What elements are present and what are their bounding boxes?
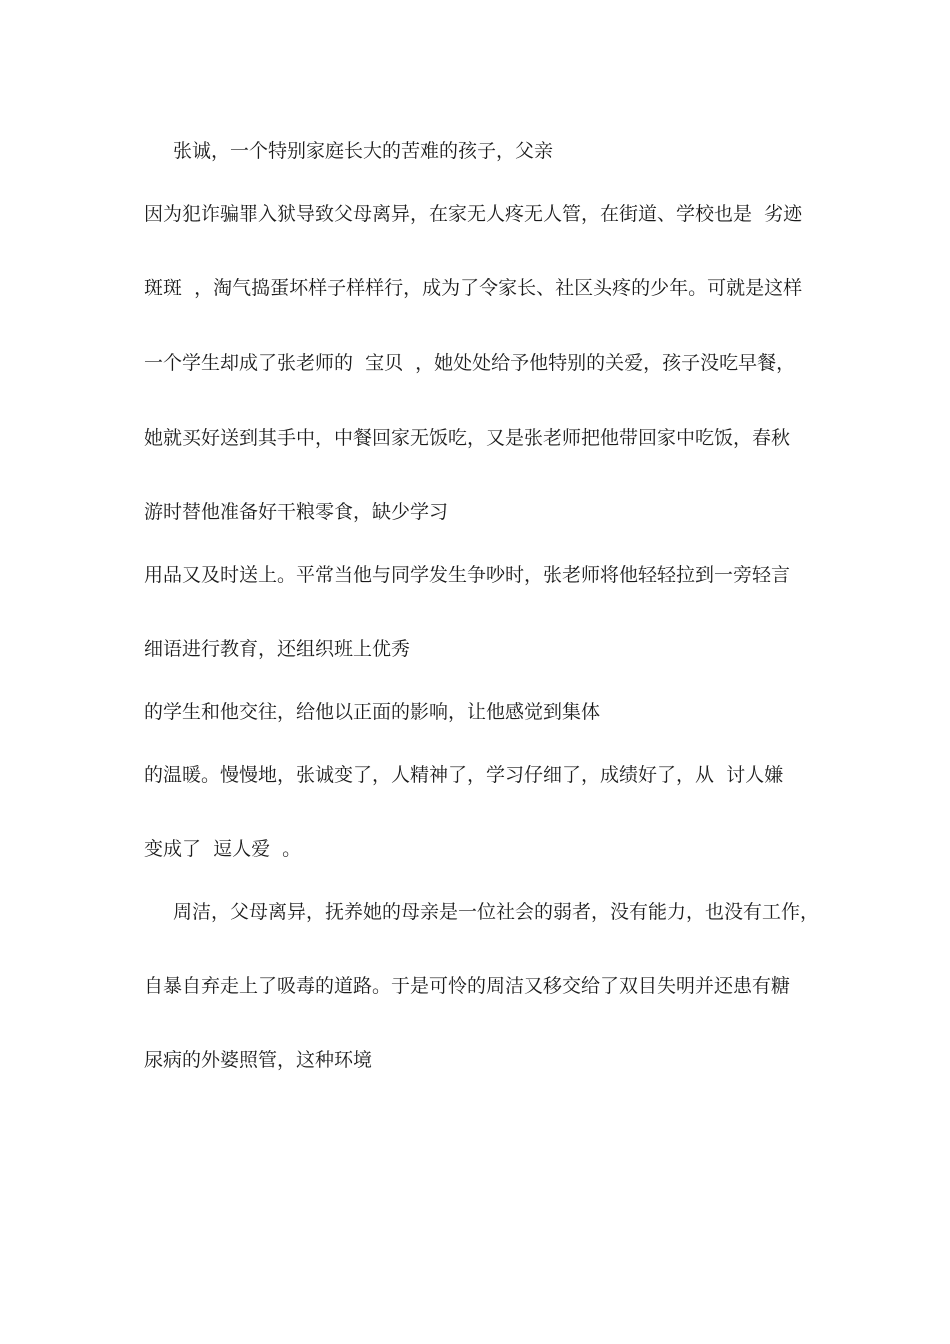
- paragraph-line: 一个学生却成了张老师的 宝贝 ，她处处给予他特别的关爱，孩子没吃早餐，: [144, 352, 796, 374]
- paragraph-line: 自暴自弃走上了吸毒的道路。于是可怜的周洁又移交给了双目失明并还患有糖: [144, 975, 791, 997]
- paragraph-line: 她就买好送到其手中，中餐回家无饭吃，又是张老师把他带回家中吃饭，春秋: [144, 427, 791, 449]
- paragraph-line: 细语进行教育，还组织班上优秀: [144, 638, 411, 660]
- paragraph-line: 的学生和他交往，给他以正面的影响，让他感觉到集体: [144, 701, 601, 723]
- paragraph-line: 变成了 逗人爱 。: [144, 838, 302, 860]
- paragraph-line: 斑斑 ，淘气捣蛋坏样子样样行，成为了令家长、社区头疼的少年。可就是这样: [144, 277, 803, 299]
- paragraph-line: 游时替他准备好干粮零食，缺少学习: [144, 501, 449, 523]
- paragraph-line: 张诚，一个特别家庭长大的苦难的孩子，父亲: [173, 140, 554, 162]
- paragraph-line: 尿病的外婆照管，这种环境: [144, 1049, 373, 1071]
- paragraph-line: 因为犯诈骗罪入狱导致父母离异，在家无人疼无人管，在街道、学校也是 劣迹: [144, 203, 803, 225]
- paragraph-line: 的温暖。慢慢地，张诚变了，人精神了，学习仔细了，成绩好了，从 讨人嫌: [144, 764, 784, 786]
- paragraph-line: 用品又及时送上。平常当他与同学发生争吵时，张老师将他轻轻拉到一旁轻言: [144, 564, 791, 586]
- paragraph-line: 周洁，父母离异，抚养她的母亲是一位社会的弱者，没有能力，也没有工作，: [173, 901, 820, 923]
